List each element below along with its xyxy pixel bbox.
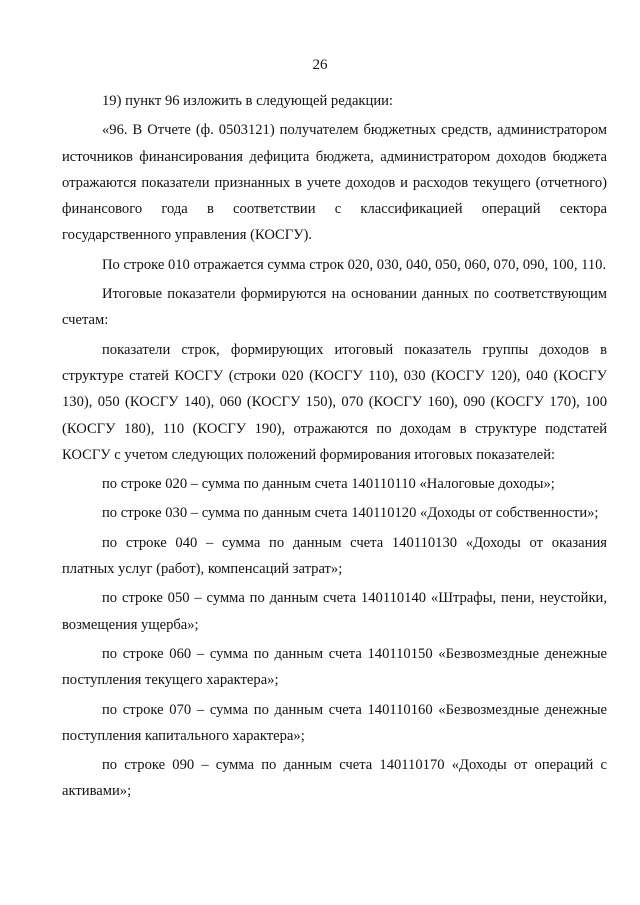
paragraph-line-010: По строке 010 отражается сумма строк 020, 030, 040, 050, 060, 070, 090, 100, 110. xyxy=(102,256,607,273)
paragraph-point-96: «96. В Отчете (ф. 0503121) получателем бюджетных средств, администратором источников финансирования дефицита бюджета, администратором доходов бюджета отражаются показатели признанных в учете доходов и расходов текущего (отчетного) финансового года в соответствии с классификацией операций сектора государственного управления (КОСГУ). xyxy=(62,122,607,244)
paragraph-line-070: по строке 070 – сумма по данным счета 140110160 «Безвозмездные денежные поступления капитального характера»; xyxy=(62,701,607,744)
paragraph-line-040: по строке 040 – сумма по данным счета 140110130 «Доходы от оказания платных услуг (работ), компенсаций затрат»; xyxy=(62,534,607,578)
paragraph-item-heading: 19) пункт 96 изложить в следующей редакции: xyxy=(102,93,393,109)
paragraph-line-090: по строке 090 – сумма по данным счета 140110170 «Доходы от операций с активами»; xyxy=(62,757,607,800)
paragraph-line-050: по строке 050 – сумма по данным счета 140110140 «Штрафы, пени, неустойки, возмещения ущерба»; xyxy=(62,590,607,633)
paragraph-totals-intro: Итоговые показатели формируются на основании данных по соответствующим счетам: xyxy=(62,286,607,329)
paragraph-income-lines: показатели строк, формирующих итоговый показатель группы доходов в структуре статей КОСГУ (строки 020 (КОСГУ 110), 030 (КОСГУ 120), 040 (КОСГУ 130), 050 (КОСГУ 140), 060 (КОСГУ 150), 070 (КОСГУ 160), 090 (КОСГУ 170), 100 (КОСГУ 180), 110 (КОСГУ 190), отражаются по доходам в структуре подстатей КОСГУ с учетом следующих положений формирования итоговых показателей: xyxy=(62,341,607,463)
paragraph-line-030: по строке 030 – сумма по данным счета 140110120 «Доходы от собственности»; xyxy=(102,505,599,522)
document-body xyxy=(62,88,607,805)
page-number: 26 xyxy=(312,57,328,73)
paragraph-line-020: по строке 020 – сумма по данным счета 140110110 «Налоговые доходы»; xyxy=(102,476,555,493)
paragraph-line-060: по строке 060 – сумма по данным счета 140110150 «Безвозмездные денежные поступления текущего характера»; xyxy=(62,645,607,689)
